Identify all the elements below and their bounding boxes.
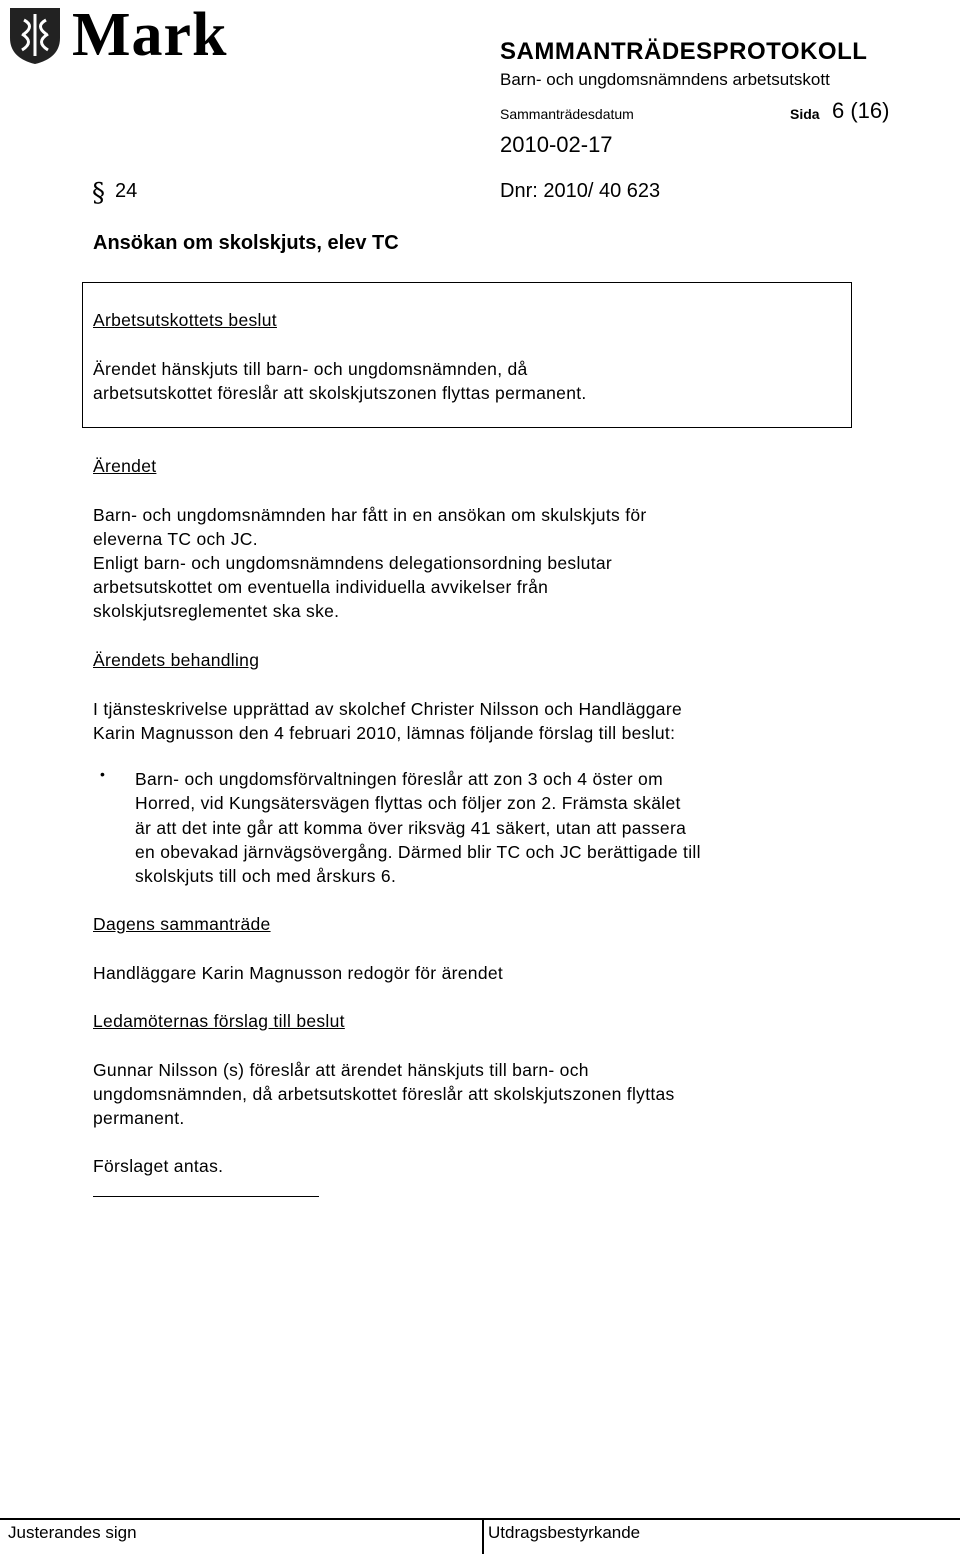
decision-line: Ärendet hänskjuts till barn- och ungdomsnämnden, då [93, 359, 528, 379]
coat-of-arms-icon [6, 4, 64, 66]
arendet-line: Enligt barn- och ungdomsnämndens delegationsordning beslutar [93, 553, 613, 573]
committee-name: Barn- och ungdomsnämndens arbetsutskott [500, 70, 830, 89]
case-dnr: Dnr: 2010/ 40 623 [500, 180, 661, 202]
arendet-line: skolskjutsreglementet ska ske. [93, 601, 340, 621]
conclusion-text: Förslaget antas. [93, 1156, 224, 1176]
page-number: 6 (16) [832, 98, 890, 123]
dagens-text: Handläggare Karin Magnusson redogör för ärendet [93, 963, 504, 983]
footer-divider [482, 1518, 484, 1554]
behandling-line: Karin Magnusson den 4 februari 2010, lämnas följande förslag till beslut: [93, 723, 676, 743]
municipality-logo [6, 1, 228, 69]
bullet-icon: • [100, 766, 105, 782]
bullet-line: Barn- och ungdomsförvaltningen föreslår att zon 3 och 4 öster om [135, 769, 663, 789]
arendet-heading: Ärendet [93, 456, 157, 476]
behandling-heading: Ärendets behandling [93, 650, 260, 670]
meeting-date: 2010-02-17 [500, 132, 613, 157]
bullet-line: Horred, vid Kungsätersvägen flyttas och följer zon 2. Främsta skälet [135, 793, 681, 814]
dagens-heading: Dagens sammanträde [93, 914, 271, 934]
arendet-line: arbetsutskottet om eventuella individuella avvikelser från [93, 577, 549, 597]
footer-certification-label: Utdragsbestyrkande [488, 1523, 641, 1542]
footer-rule [0, 1518, 960, 1520]
decision-box [82, 282, 852, 428]
bullet-line: skolskjuts till och med årskurs 6. [135, 866, 397, 887]
bullet-line: är att det inte går att komma över riksväg 41 säkert, utan att passera [135, 817, 687, 838]
arendet-line: eleverna TC och JC. [93, 529, 258, 549]
ledamoter-heading: Ledamöternas förslag till beslut [93, 1011, 345, 1031]
bullet-line: en obevakad järnvägsövergång. Därmed blir TC och JC berättigade till [135, 841, 701, 862]
document-title: SAMMANTRÄDESPROTOKOLL [500, 38, 868, 65]
arendet-line: Barn- och ungdomsnämnden har fått in en ansökan om skulskjuts för [93, 505, 647, 525]
end-rule [93, 1196, 319, 1197]
footer-signature-label: Justerandes sign [8, 1523, 137, 1542]
paragraph-number: 24 [115, 180, 138, 202]
ledamoter-line: Gunnar Nilsson (s) föreslår att ärendet hänskjuts till barn- och [93, 1060, 589, 1080]
decision-heading: Arbetsutskottets beslut [93, 310, 277, 330]
decision-line: arbetsutskottet föreslår att skolskjutszonen flyttas permanent. [93, 383, 587, 403]
ledamoter-line: permanent. [93, 1108, 185, 1128]
date-label: Sammanträdesdatum [500, 106, 634, 122]
ledamoter-line: ungdomsnämnden, då arbetsutskottet föreslår att skolskjutszonen flyttas [93, 1084, 675, 1104]
page-label: Sida [790, 106, 820, 122]
logo-wordmark: Mark [72, 1, 228, 69]
paragraph-symbol: § [92, 178, 105, 208]
bullet-text [135, 767, 855, 888]
behandling-line: I tjänsteskrivelse upprättad av skolchef Christer Nilsson och Handläggare [93, 699, 682, 719]
case-title: Ansökan om skolskjuts, elev TC [93, 232, 399, 254]
